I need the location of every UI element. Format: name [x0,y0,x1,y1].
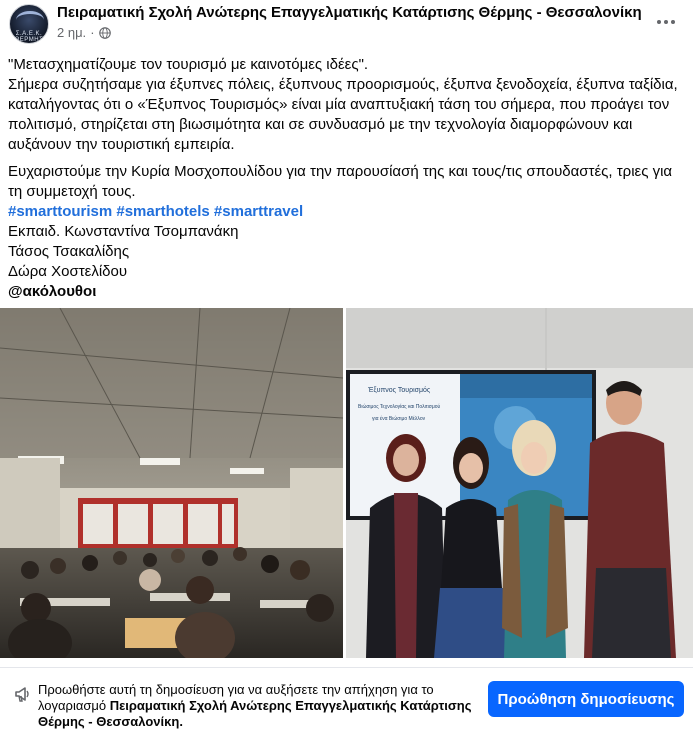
post-quote-line: "Μετασχηματίζουμε τον τουρισμό με καινοτόμες ιδέες". [8,56,369,73]
promote-page-name: Πειραματική Σχολή Ανώτερης Επαγγελματικής Κατάρτισης Θέρμης - Θεσσαλονίκη. [38,698,472,729]
screen-subtitle-2: για ένα Βιώσιμο Μέλλον [372,416,426,422]
hashtag-link[interactable]: #smarttourism [8,203,113,220]
screen-title: Έξυπνος Τουρισμός [368,387,431,394]
classroom-photo[interactable] [0,308,343,658]
post-paragraph-1: Σήμερα συζητήσαμε για έξυπνες πόλεις, έξυπνους προορισμούς, έξυπνα ξενοδοχεία, έξυπνα ταξίδια, καταλήγοντας ότι ο «Έξυπνος Τουρισμός» είναι μία αναπτυξιακή τάση του σήμερα, που προάγει τον πολιτισμό, στηρίζεται στη βιωσιμότητα και σε συνδυασμό με την τεχνολογία διαμορφώνουν και αυξάνουν την τουριστική εμπειρία. [8,76,678,153]
credit-line: Εκπαιδ. Κωνσταντίνα Τσομπανάκη [8,223,239,240]
promote-text-prefix: Προωθήστε αυτή τη δημοσίευση για να αυξήσετε την απήχηση για το λογαριασμό [38,682,434,713]
promote-post-button[interactable]: Προώθηση δημοσίευσης [488,681,684,717]
promote-description [38,682,483,730]
credit-line: Δώρα Χοστελίδου [8,263,128,280]
presenters-photo[interactable] [346,308,693,658]
avatar-logo-text: Σ.Α.Ε.Κ. ΘΕΡΜΗΣ [14,31,44,43]
meta-separator: · [90,25,95,40]
post-paragraph-2: Ευχαριστούμε την Κυρία Μοσχοπουλίδου για την παρουσίασή της και τους/τις σπουδαστές, τριες για τη συμμετοχή τους. [8,163,673,200]
more-options-icon[interactable] [652,10,680,34]
page-avatar[interactable] [9,4,49,44]
post-text [8,55,683,302]
hashtag-link[interactable]: #smarthotels [116,203,210,220]
page-name-link[interactable]: Πειραματική Σχολή Ανώτερης Επαγγελματικής Κατάρτισης Θέρμης - Θεσσαλονίκη [57,4,642,21]
avatar-logo-arc [16,11,44,29]
hashtag-list [8,202,683,222]
hashtag-link[interactable]: #smarttravel [213,203,304,220]
post-time-link[interactable]: 2 ημ. [57,25,87,40]
classroom-photo-image [0,308,343,658]
followers-mention[interactable]: @ακόλουθοι [8,283,97,300]
credit-line: Τάσος Τσακαλίδης [8,243,130,260]
post-meta [57,25,111,40]
globe-icon[interactable] [99,27,111,39]
megaphone-icon [13,684,33,704]
screen-subtitle-1: Βιώσιμος Τεχνολογίας και Πολιτισμού [358,404,441,410]
presenters-photo-image [346,308,693,658]
post-header [0,0,693,48]
